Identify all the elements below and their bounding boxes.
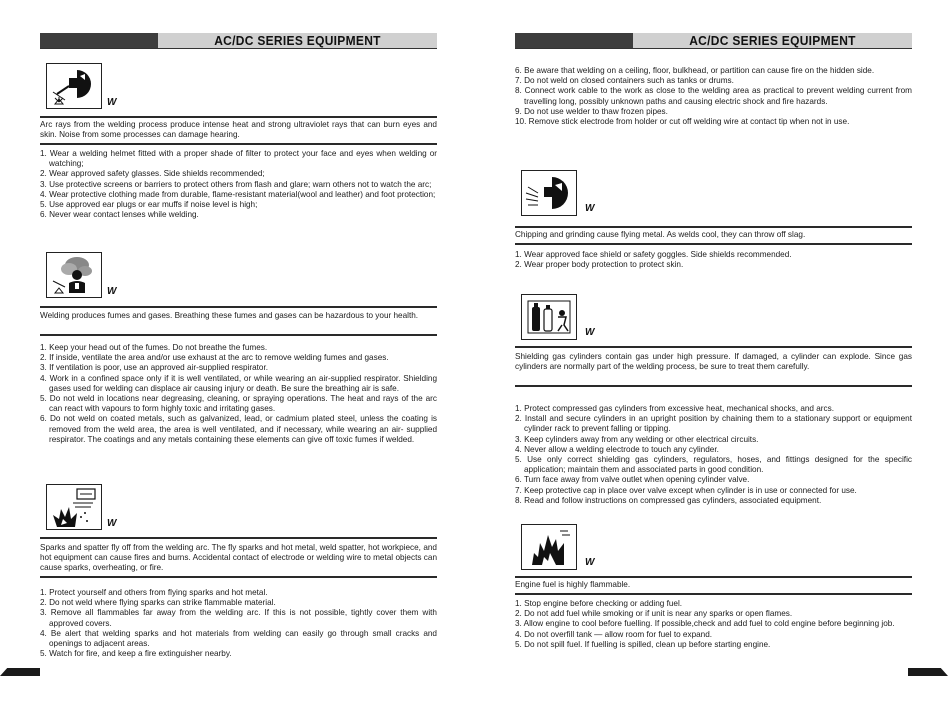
- hazard-text: Sparks and spatter fly off from the welding arc. The fly sparks and hot metal, weld spatter, hot workpiece, and hot equipment can cause fires and burns. Accidental contact of electrode or welding wire to metal objects can cause sparks, overheating, or fire.: [40, 543, 437, 573]
- divider: [515, 576, 912, 578]
- list-item: 8. Connect work cable to the work as close to the welding area as practical to prevent welding current from travelling long, possibly unknown paths and causing electric shock and fire hazards.: [515, 86, 912, 106]
- header-dark-block: [515, 33, 633, 48]
- list-item: 1. Wear a welding helmet fitted with a proper shade of filter to protect your face and eyes when welding or watching;: [40, 149, 437, 169]
- list-item: 2. Wear proper body protection to protect skin.: [515, 260, 684, 270]
- list-item: 1. Keep your head out of the fumes. Do not breathe the fumes.: [40, 343, 268, 352]
- precaution-list: [515, 404, 912, 506]
- header-title: AC/DC SERIES EQUIPMENT: [689, 33, 856, 48]
- warning-label: W: [585, 557, 595, 568]
- hazard-text: Shielding gas cylinders contain gas under high pressure. If damaged, a cylinder can explode. Since gas cylinders are normally part of the welding process, be sure to treat them carefully.: [515, 352, 912, 372]
- divider: [515, 593, 912, 595]
- list-item: 5. Do not weld in locations near degreasing, cleaning, or spraying operations. The heat and rays of the arc can react with vapours to form highly toxic and irritating gases.: [40, 394, 437, 414]
- list-item: 6. Never wear contact lenses while welding.: [40, 210, 199, 220]
- sparks-fire-icon: [46, 484, 102, 530]
- precaution-list: [40, 588, 437, 659]
- hazard-text: Chipping and grinding cause flying metal. As welds cool, they can throw off slag.: [515, 230, 806, 239]
- right-page: [515, 0, 912, 705]
- list-item: 4. Never allow a welding electrode to touch any cylinder.: [515, 444, 719, 454]
- warning-label: W: [585, 203, 595, 214]
- list-item: 2. Wear approved safety glasses. Side shields recommended;: [40, 169, 265, 179]
- list-item: 1. Protect yourself and others from flying sparks and hot metal.: [40, 588, 268, 597]
- page-edge-tab-left: [0, 668, 40, 676]
- divider: [40, 306, 437, 308]
- warning-label: W: [107, 97, 117, 108]
- precaution-list: [40, 149, 437, 220]
- list-item: 2. Do not weld where flying sparks can strike flammable material.: [40, 598, 276, 608]
- list-item: 5. Use approved ear plugs or ear muffs if noise level is high;: [40, 200, 258, 210]
- divider: [515, 243, 912, 245]
- divider: [40, 143, 437, 145]
- divider: [515, 226, 912, 228]
- list-item: 5. Use only correct shielding gas cylinders, regulators, hoses, and fittings designed for the specific application; maintain them and associated parts in good condition.: [515, 455, 912, 475]
- list-item: 3. Use protective screens or barriers to protect others from flash and glare; warn others not to watch the arc;: [40, 179, 432, 189]
- precaution-list: [515, 599, 912, 650]
- list-item: 3. If ventilation is poor, use an approved air-supplied respirator.: [40, 363, 269, 373]
- list-item: 4. Work in a confined space only if it is well ventilated, or while wearing an air-supplied respirator. Shielding gases used for welding can displace air causing injury or death. Be sure the breathing air is safe.: [40, 373, 437, 393]
- precaution-list: [515, 250, 912, 270]
- left-page: [40, 0, 437, 705]
- list-item: 2. If inside, ventilate the area and/or use exhaust at the arc to remove welding fumes and gases.: [40, 353, 389, 363]
- list-item: 3. Remove all flammables far away from the welding arc. If this is not possible, tightly cover them with approved covers.: [40, 608, 437, 628]
- hazard-text: Engine fuel is highly flammable.: [515, 580, 631, 589]
- warning-label: W: [107, 518, 117, 529]
- list-item: 7. Keep protective cap in place over valve except when cylinder is in use or connected for use.: [515, 485, 857, 495]
- header-title-bar: [158, 33, 437, 48]
- list-item: 3. Keep cylinders away from any welding or other electrical circuits.: [515, 434, 759, 444]
- list-item: 2. Install and secure cylinders in an upright position by chaining them to a stationary support or equipment cylinder rack to prevent falling or tipping.: [515, 414, 912, 434]
- divider: [515, 346, 912, 348]
- list-item: 7. Do not weld on closed containers such as tanks or drums.: [515, 76, 734, 86]
- list-item: 1. Protect compressed gas cylinders from excessive heat, mechanical shocks, and arcs.: [515, 404, 834, 413]
- list-item: 4. Be alert that welding sparks and hot materials from welding can easily go through small cracks and openings to adjacent areas.: [40, 628, 437, 649]
- list-item: 5. Watch for fire, and keep a fire extinguisher nearby.: [40, 649, 232, 659]
- list-item: 6. Be aware that welding on a ceiling, floor, bulkhead, or partition can cause fire on the hidden side.: [515, 66, 875, 75]
- warning-label: W: [107, 286, 117, 297]
- list-item: 5. Do not spill fuel. If fuelling is spilled, clean up before starting engine.: [515, 639, 771, 649]
- fumes-gases-icon: [46, 252, 102, 298]
- divider: [40, 116, 437, 118]
- list-item: 3. Allow engine to cool before fuelling. If possible,check and add fuel to cold engine before beginning job.: [515, 619, 895, 629]
- header-title: AC/DC SERIES EQUIPMENT: [214, 33, 381, 48]
- divider: [40, 537, 437, 539]
- list-item: 1. Stop engine before checking or adding fuel.: [515, 599, 683, 608]
- header-dark-block: [40, 33, 158, 48]
- warning-label: W: [585, 327, 595, 338]
- header-title-bar: [633, 33, 912, 48]
- list-item: 10. Remove stick electrode from holder or cut off welding wire at contact tip when not in use.: [515, 117, 850, 127]
- continued-precaution-list: [515, 66, 912, 127]
- hazard-text: Welding produces fumes and gases. Breathing these fumes and gases can be hazardous to your health.: [40, 311, 419, 320]
- page-edge-tab-right: [908, 668, 948, 676]
- list-item: 4. Wear protective clothing made from durable, flame-resistant material(wool and leather) and foot protection;: [40, 189, 436, 199]
- list-item: 6. Turn face away from valve outlet when opening cylinder valve.: [515, 475, 750, 485]
- arc-ray-helmet-icon: [46, 63, 102, 109]
- list-item: 6. Do not weld on coated metals, such as galvanized, lead, or cadmium plated steel, unless the coating is removed from the weld area, the area is well ventilated, and if necessary, while wearing an air- supplied respirator. The coatings and any metals containing these elements can give off toxic fumes if welded.: [40, 414, 437, 444]
- flammable-fuel-icon: [521, 524, 577, 570]
- page-header: [515, 33, 912, 49]
- gas-cylinder-explosion-icon: [521, 294, 577, 340]
- list-item: 9. Do not use welder to thaw frozen pipes.: [515, 106, 668, 116]
- hazard-text: Arc rays from the welding process produce intense heat and strong ultraviolet rays that can burn eyes and skin. Noise from some processes can damage hearing.: [40, 120, 437, 140]
- page-header: [40, 33, 437, 49]
- divider: [515, 385, 912, 387]
- list-item: 2. Do not add fuel while smoking or if unit is near any sparks or open flames.: [515, 609, 793, 619]
- list-item: 8. Read and follow instructions on compressed gas cylinders, associated equipment.: [515, 495, 822, 505]
- list-item: 4. Do not overfill tank — allow room for fuel to expand.: [515, 629, 713, 639]
- divider: [40, 576, 437, 578]
- flying-metal-face-shield-icon: [521, 170, 577, 216]
- divider: [40, 334, 437, 336]
- precaution-list: [40, 343, 437, 445]
- list-item: 1. Wear approved face shield or safety goggles. Side shields recommended.: [515, 250, 792, 259]
